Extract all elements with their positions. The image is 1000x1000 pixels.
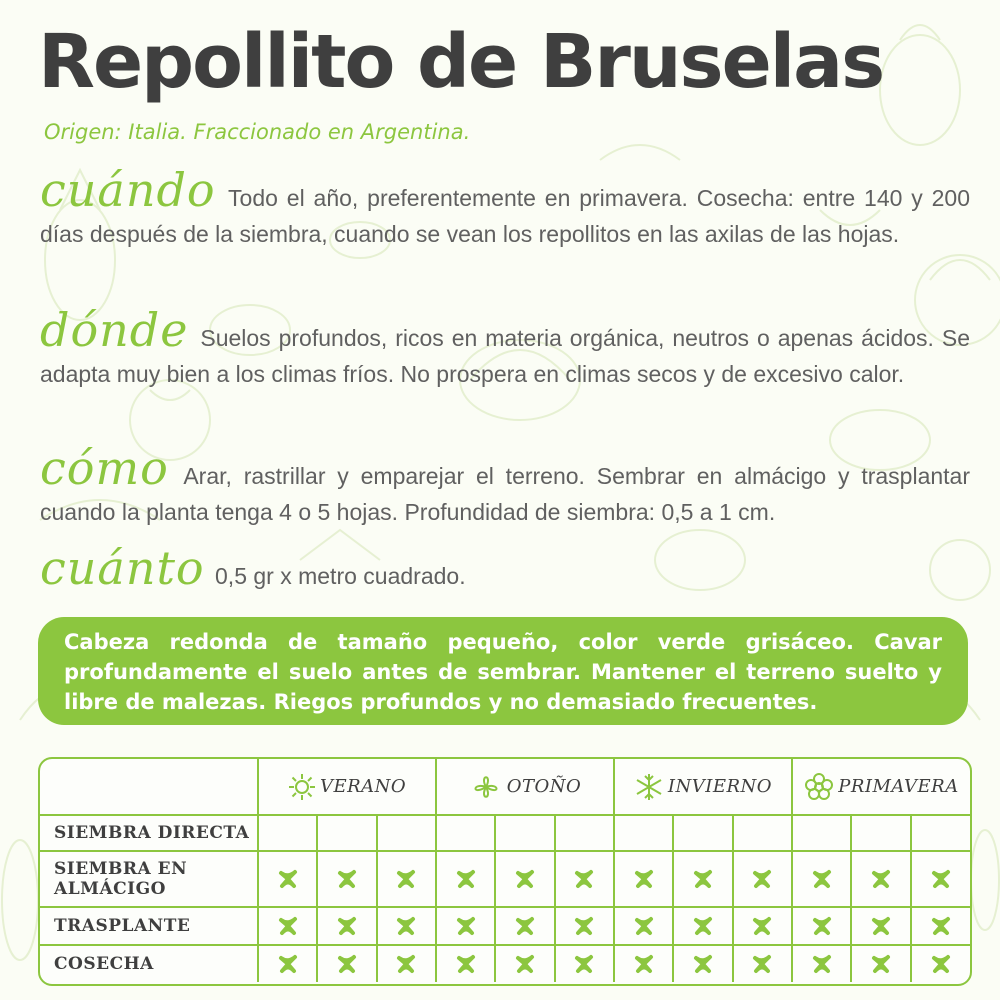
calendar-cell: [733, 815, 792, 851]
origin-note: Origen: Italia. Fraccionado en Argentina.: [44, 120, 471, 144]
x-mark-icon: [634, 916, 654, 936]
calendar-cell: [792, 945, 851, 982]
calendar-cell: [377, 815, 436, 851]
planting-calendar: [38, 757, 972, 986]
calendar-cell: [911, 907, 970, 945]
x-mark-icon: [812, 954, 832, 974]
calendar-cell: [377, 945, 436, 982]
x-mark-icon: [574, 869, 594, 889]
calendar-cell: [614, 907, 673, 945]
section-donde: [40, 303, 970, 392]
calendar-cell: [495, 907, 554, 945]
x-mark-icon: [456, 869, 476, 889]
section-text: Suelos profundos, ricos en materia orgánica, neutros o apenas ácidos. Se adapta muy bien a los climas fríos. No prospera en climas secos y de excesivo calor.: [40, 325, 970, 387]
calendar-cell: [614, 815, 673, 851]
x-mark-icon: [693, 954, 713, 974]
calendar-cell: [317, 945, 376, 982]
x-mark-icon: [693, 916, 713, 936]
x-mark-icon: [337, 954, 357, 974]
section-text: 0,5 gr x metro cuadrado.: [215, 563, 466, 589]
keyword-cuando: cuándo: [40, 163, 216, 217]
x-mark-icon: [931, 916, 951, 936]
calendar-row: [40, 945, 970, 982]
season-verano: [258, 759, 436, 815]
calendar-cell: [495, 815, 554, 851]
calendar-row: [40, 907, 970, 945]
calendar-row: [40, 815, 970, 851]
x-mark-icon: [871, 954, 891, 974]
calendar-cell: [317, 851, 376, 907]
x-mark-icon: [278, 869, 298, 889]
x-mark-icon: [396, 916, 416, 936]
page-title: Repollito de Bruselas: [38, 19, 884, 105]
calendar-cell: [495, 945, 554, 982]
calendar-cell: [317, 815, 376, 851]
x-mark-icon: [396, 869, 416, 889]
x-mark-icon: [752, 954, 772, 974]
x-mark-icon: [574, 954, 594, 974]
x-mark-icon: [931, 954, 951, 974]
section-text: Arar, rastrillar y emparejar el terreno. Sembrar en almácigo y trasplantar cuando la planta tenga 4 o 5 hojas. Profundidad de siembra: 0,5 a 1 cm.: [40, 463, 970, 525]
calendar-cell: [436, 907, 495, 945]
x-mark-icon: [812, 869, 832, 889]
section-text: Todo el año, preferentemente en primavera. Cosecha: entre 140 y 200 días después de la siembra, cuando se vean los repollitos en las axilas de las hojas.: [40, 185, 970, 247]
calendar-cell: [851, 907, 910, 945]
calendar-cell: [555, 907, 614, 945]
x-mark-icon: [515, 869, 535, 889]
x-mark-icon: [396, 954, 416, 974]
calendar-cell: [911, 945, 970, 982]
calendar-cell: [911, 851, 970, 907]
x-mark-icon: [456, 954, 476, 974]
highlight-box: [38, 617, 968, 725]
calendar-cell: [436, 851, 495, 907]
calendar-cell: [555, 815, 614, 851]
calendar-cell: [317, 907, 376, 945]
calendar-cell: [614, 851, 673, 907]
row-label: COSECHA: [40, 945, 258, 982]
calendar-cell: [555, 851, 614, 907]
season-otono: [436, 759, 614, 815]
calendar-cell: [436, 945, 495, 982]
calendar-cell: [792, 815, 851, 851]
calendar-cell: [733, 945, 792, 982]
section-como: [40, 441, 970, 530]
calendar-cell: [258, 945, 317, 982]
x-mark-icon: [515, 954, 535, 974]
keyword-cuanto: cuánto: [40, 541, 205, 595]
calendar-cell: [258, 907, 317, 945]
x-mark-icon: [871, 916, 891, 936]
calendar-cell: [851, 945, 910, 982]
calendar-header-row: [40, 759, 970, 815]
x-mark-icon: [278, 916, 298, 936]
x-mark-icon: [812, 916, 832, 936]
x-mark-icon: [278, 954, 298, 974]
calendar-cell: [673, 815, 732, 851]
highlight-text: Cabeza redonda de tamaño pequeño, color verde grisáceo. Cavar profundamente el suelo antes de sembrar. Mantener el terreno suelto y libre de malezas. Riegos profundos y no demasiado frecuentes.: [64, 630, 942, 714]
flower-icon: [804, 772, 834, 802]
section-cuanto: [40, 541, 970, 595]
calendar-cell: [614, 945, 673, 982]
calendar-cell: [377, 851, 436, 907]
calendar-cell: [851, 851, 910, 907]
calendar-corner-cell: [40, 759, 258, 815]
season-label: OTOÑO: [506, 775, 582, 797]
calendar-cell: [733, 851, 792, 907]
calendar-cell: [495, 851, 554, 907]
calendar-cell: [555, 945, 614, 982]
calendar-cell: [911, 815, 970, 851]
keyword-donde: dónde: [40, 303, 189, 357]
calendar-cell: [673, 945, 732, 982]
x-mark-icon: [515, 916, 535, 936]
calendar-cell: [851, 815, 910, 851]
calendar-cell: [792, 907, 851, 945]
x-mark-icon: [337, 869, 357, 889]
x-mark-icon: [634, 954, 654, 974]
season-label: VERANO: [319, 775, 407, 797]
calendar-cell: [792, 851, 851, 907]
calendar-cell: [377, 907, 436, 945]
calendar-row: [40, 851, 970, 907]
calendar-cell: [436, 815, 495, 851]
leaf-flower-icon: [469, 772, 503, 802]
x-mark-icon: [456, 916, 476, 936]
section-cuando: [40, 163, 970, 252]
x-mark-icon: [693, 869, 713, 889]
x-mark-icon: [752, 916, 772, 936]
x-mark-icon: [871, 869, 891, 889]
sun-icon: [288, 773, 316, 801]
calendar-table: [40, 759, 970, 982]
season-label: PRIMAVERA: [838, 775, 959, 797]
calendar-cell: [258, 815, 317, 851]
season-label: INVIERNO: [667, 775, 773, 797]
x-mark-icon: [752, 869, 772, 889]
x-mark-icon: [337, 916, 357, 936]
calendar-cell: [258, 851, 317, 907]
season-invierno: [614, 759, 792, 815]
row-label: TRASPLANTE: [40, 907, 258, 945]
row-label: SIEMBRA DIRECTA: [40, 815, 258, 851]
x-mark-icon: [634, 869, 654, 889]
keyword-como: cómo: [40, 441, 169, 495]
calendar-cell: [673, 907, 732, 945]
x-mark-icon: [574, 916, 594, 936]
season-primavera: [792, 759, 970, 815]
calendar-cell: [673, 851, 732, 907]
x-mark-icon: [931, 869, 951, 889]
calendar-cell: [733, 907, 792, 945]
snowflake-icon: [634, 772, 664, 802]
row-label: SIEMBRA EN ALMÁCIGO: [40, 851, 258, 907]
